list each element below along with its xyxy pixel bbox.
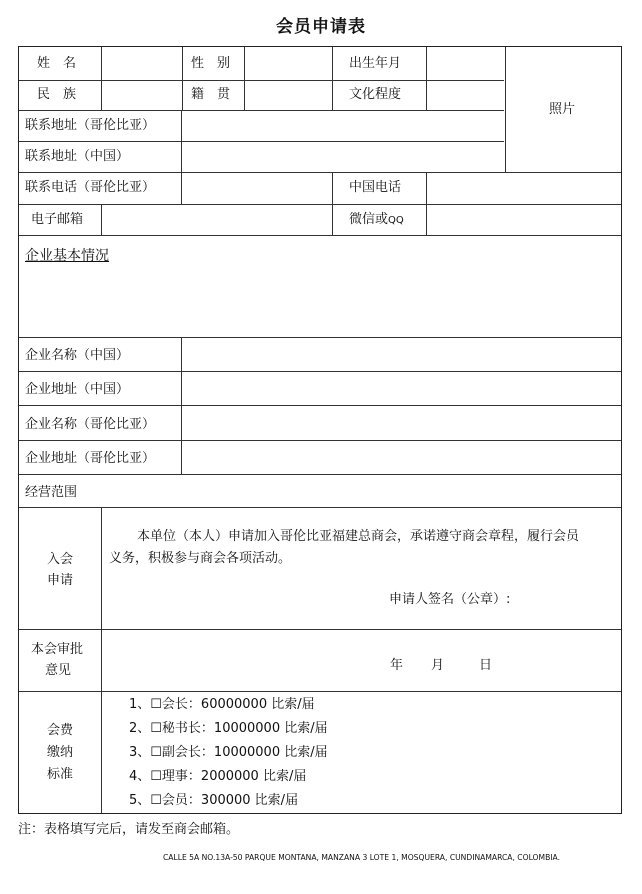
application-text-line2: 义务，积极参与商会各项活动。 [109, 551, 292, 566]
label-join-line1: 入会 [47, 552, 74, 567]
row-divider [19, 474, 621, 475]
label-address-china: 联系地址（中国） [25, 149, 130, 164]
label-company-basic: 企业基本情况 [25, 248, 109, 264]
column-divider [181, 110, 182, 204]
row-divider [19, 110, 504, 111]
label-wechat-qq [349, 212, 404, 229]
row-divider [19, 405, 621, 406]
column-divider [426, 47, 427, 110]
label-education: 文化程度 [349, 87, 402, 102]
label-company-address-china: 企业地址（中国） [25, 382, 130, 397]
label-address-colombia: 联系地址（哥伦比亚） [25, 118, 156, 133]
fee-option: 4、☐理事：2000000 比索/届 [129, 769, 307, 784]
column-divider [181, 337, 182, 474]
column-divider [505, 47, 506, 172]
row-divider [19, 371, 621, 372]
label-birth: 出生年月 [349, 56, 402, 71]
column-divider [244, 47, 245, 110]
row-divider [19, 204, 621, 205]
application-text-line1: 本单位（本人）申请加入哥伦比亚福建总商会，承诺遵守商会章程，履行会员 [137, 529, 580, 544]
column-divider [426, 172, 427, 235]
column-divider [101, 204, 102, 235]
row-divider [19, 691, 621, 692]
row-divider [19, 440, 621, 441]
label-name: 姓 名 [37, 56, 77, 71]
label-fee-line1: 会费 [47, 723, 74, 738]
row-divider [19, 507, 621, 508]
label-business-scope: 经营范围 [25, 485, 78, 500]
form-title: 会员申请表 [276, 17, 366, 37]
label-join-line2: 申请 [47, 573, 74, 588]
fee-option: 3、☐副会长：10000000 比索/届 [129, 745, 328, 760]
label-phone-china: 中国电话 [349, 180, 402, 195]
label-gender: 性 别 [191, 56, 231, 71]
row-divider [19, 172, 621, 173]
label-approval-line1: 本会审批 [31, 642, 84, 657]
fee-option: 5、☐会员：300000 比索/届 [129, 793, 299, 808]
membership-form-table [18, 46, 622, 814]
approval-year: 年 [390, 658, 404, 673]
label-qq: QQ [388, 215, 404, 226]
label-company-name-colombia: 企业名称（哥伦比亚） [25, 417, 156, 432]
row-divider [19, 337, 621, 338]
label-wechat: 微信或 [349, 212, 389, 227]
label-phone-colombia: 联系电话（哥伦比亚） [25, 180, 156, 195]
label-approval-line2: 意见 [45, 663, 72, 678]
label-native-place: 籍 贯 [191, 87, 231, 102]
label-fee-line2: 缴纳 [47, 745, 74, 760]
label-fee-line3: 标准 [47, 767, 74, 782]
application-signature: 申请人签名（公章）: [389, 592, 511, 607]
column-divider [332, 47, 333, 110]
form-note: 注：表格填写完后，请发至商会邮箱。 [18, 822, 240, 837]
column-divider [332, 172, 333, 235]
row-divider [19, 80, 504, 81]
label-photo: 照片 [549, 102, 576, 117]
label-email: 电子邮箱 [31, 212, 84, 227]
label-company-address-colombia: 企业地址（哥伦比亚） [25, 451, 156, 466]
footer-address: CALLE 5A NO.13A-50 PARQUE MONTANA, MANZANA 3 LOTE 1, MOSQUERA, CUNDINAMARCA, COLOMBIA. [163, 853, 560, 862]
fee-option: 1、☐会长：60000000 比索/届 [129, 697, 315, 712]
row-divider [19, 235, 621, 236]
row-divider [19, 629, 621, 630]
column-divider [182, 47, 183, 110]
label-company-name-china: 企业名称（中国） [25, 348, 130, 363]
row-divider [19, 141, 504, 142]
column-divider [101, 47, 102, 110]
approval-day: 日 [479, 658, 493, 673]
fee-option: 2、☐秘书长：10000000 比索/届 [129, 721, 328, 736]
label-ethnicity: 民 族 [37, 87, 77, 102]
column-divider [101, 507, 102, 813]
approval-month: 月 [431, 658, 445, 673]
